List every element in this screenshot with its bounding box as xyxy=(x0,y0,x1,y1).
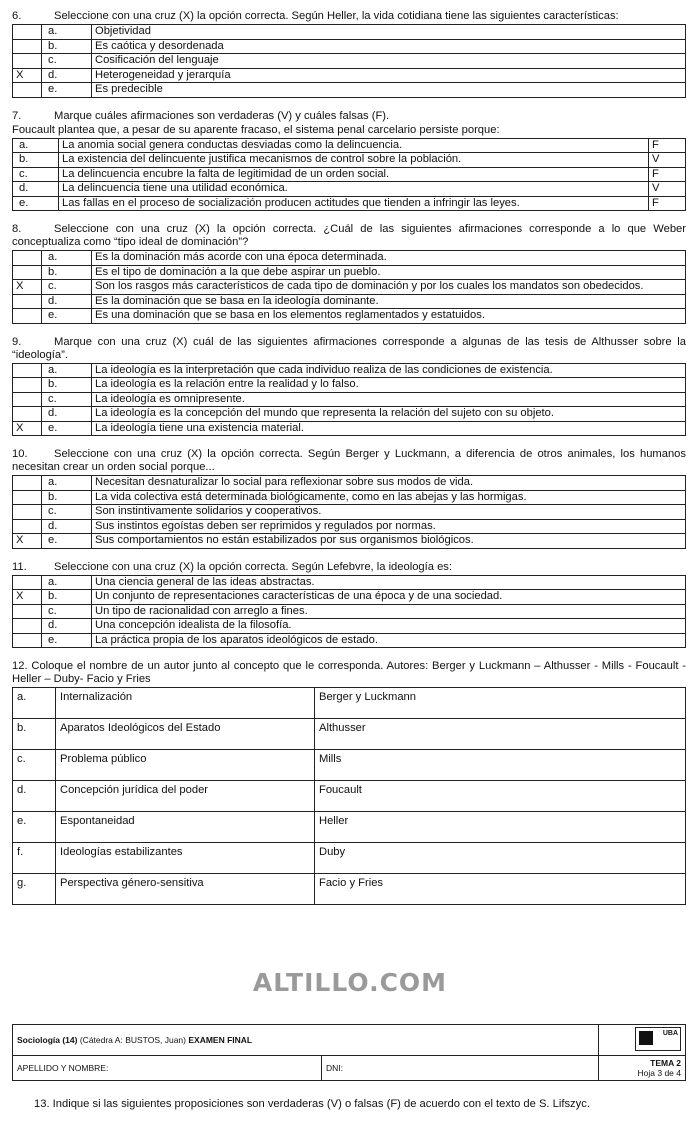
option-letter: c. xyxy=(42,54,92,69)
question-text: Seleccione con una cruz (X) la opción correcta. ¿Cuál de las siguientes afirmaciones corresponde a lo que Weber conceptualiza como “tipo ideal de dominación”? xyxy=(12,223,686,248)
chair-name: (Cátedra A: BUSTOS, Juan) xyxy=(79,1035,186,1045)
options-table xyxy=(12,250,686,324)
option-letter: c. xyxy=(42,280,92,295)
authors-table xyxy=(12,687,686,905)
option-letter: a. xyxy=(42,476,92,491)
author-concept-row xyxy=(13,688,686,719)
option-row xyxy=(13,407,686,422)
answer-mark-cell[interactable] xyxy=(13,407,42,422)
option-text: La ideología es la concepción del mundo que representa la relación del sujeto con su objeto. xyxy=(92,407,686,422)
question-prompt: 6. Seleccione con una cruz (X) la opción correcta. Según Heller, la vida cotidiana tiene las siguientes características: xyxy=(12,10,619,22)
question-8 xyxy=(12,223,686,324)
answer-mark-cell[interactable]: X xyxy=(13,534,42,549)
option-row xyxy=(13,519,686,534)
option-letter: e. xyxy=(42,633,92,648)
option-row xyxy=(13,265,686,280)
answer-mark-cell[interactable] xyxy=(13,378,42,393)
option-text: Son instintivamente solidarios y cooperativos. xyxy=(92,505,686,520)
statement-row xyxy=(13,153,686,168)
tema-label: TEMA 2 xyxy=(650,1058,681,1068)
option-text: Es la dominación más acorde con una época determinada. xyxy=(92,251,686,266)
subject-name: Sociología (14) xyxy=(17,1035,78,1045)
answer-mark-cell[interactable] xyxy=(13,604,42,619)
question-11 xyxy=(12,561,686,649)
question-number: 11. xyxy=(12,560,27,573)
question-subprompt: Foucault plantea que, a pesar de su aparente fracaso, el sistema penal carcelario persiste porque: xyxy=(12,123,500,136)
statement-row xyxy=(13,182,686,197)
question-13-prompt: 13. Indique si las siguientes proposiciones son verdaderas (V) o falsas (F) de acuerdo con el texto de S. Lifszyc. xyxy=(34,1098,590,1110)
option-row xyxy=(13,505,686,520)
question-7 xyxy=(12,110,686,212)
statement-letter: c. xyxy=(13,167,59,182)
option-row xyxy=(13,604,686,619)
question-text: Marque con una cruz (X) cuál de las siguientes afirmaciones corresponde a algunas de las tesis de Althusser sobre la “ideología”. xyxy=(12,335,686,361)
statement-text: La delincuencia encubre la falta de legitimidad de un orden social. xyxy=(59,167,649,182)
option-row xyxy=(13,421,686,436)
tema-cell xyxy=(599,1056,686,1081)
statement-text: La existencia del delincuente justifica mecanismos de control sobre la población. xyxy=(59,153,649,168)
option-row xyxy=(13,534,686,549)
row-letter: c. xyxy=(13,750,56,781)
option-letter: b. xyxy=(42,590,92,605)
concept-cell: Aparatos Ideológicos del Estado xyxy=(56,719,315,750)
option-text: Sus comportamientos no están estabilizados por sus organismos biológicos. xyxy=(92,534,686,549)
statement-text: La delincuencia tiene una utilidad económica. xyxy=(59,182,649,197)
true-false-table xyxy=(12,138,686,212)
author-answer-cell[interactable]: Berger y Luckmann xyxy=(315,688,686,719)
option-row xyxy=(13,294,686,309)
statement-text: La anomia social genera conductas desviadas como la delincuencia. xyxy=(59,138,649,153)
option-row xyxy=(13,68,686,83)
answer-mark-cell[interactable]: X xyxy=(13,280,42,295)
option-row xyxy=(13,83,686,98)
statement-letter: d. xyxy=(13,182,59,197)
answer-mark-cell[interactable]: X xyxy=(13,590,42,605)
option-letter: e. xyxy=(42,534,92,549)
author-answer-cell[interactable]: Mills xyxy=(315,750,686,781)
option-letter: e. xyxy=(42,421,92,436)
question-prompt: 7. Marque cuáles afirmaciones son verdaderas (V) y cuáles falsas (F). xyxy=(12,109,390,122)
true-false-answer-cell[interactable]: V xyxy=(649,153,686,168)
page-number: Hoja 3 de 4 xyxy=(637,1068,681,1078)
statement-letter: a. xyxy=(13,138,59,153)
answer-mark-cell[interactable] xyxy=(13,392,42,407)
option-text: La ideología tiene una existencia material. xyxy=(92,421,686,436)
option-row xyxy=(13,490,686,505)
option-text: La ideología es la interpretación que cada individuo realiza de las condiciones de existencia. xyxy=(92,363,686,378)
option-text: Son los rasgos más característicos de cada tipo de dominación y por los cuales los mandatos son obedecidos. xyxy=(92,280,686,295)
options-table xyxy=(12,24,686,98)
footer-subject-cell xyxy=(13,1025,599,1056)
option-letter: a. xyxy=(42,575,92,590)
exam-footer xyxy=(12,1024,686,1081)
author-concept-row xyxy=(13,750,686,781)
author-answer-cell[interactable]: Althusser xyxy=(315,719,686,750)
option-letter: e. xyxy=(42,309,92,324)
author-answer-cell[interactable]: Foucault xyxy=(315,781,686,812)
options-table xyxy=(12,475,686,549)
option-letter: c. xyxy=(42,604,92,619)
option-letter: d. xyxy=(42,68,92,83)
option-letter: a. xyxy=(42,363,92,378)
watermark: ALTILLO.COM xyxy=(252,968,448,997)
option-text: La vida colectiva está determinada biológicamente, como en las abejas y las hormigas. xyxy=(92,490,686,505)
option-row xyxy=(13,280,686,295)
options-table xyxy=(12,363,686,437)
name-field[interactable] xyxy=(13,1056,322,1081)
option-row xyxy=(13,378,686,393)
logo-text: UBA xyxy=(662,1030,678,1037)
answer-mark-cell[interactable]: X xyxy=(13,421,42,436)
question-number: 7. xyxy=(12,109,22,122)
question-prompt xyxy=(12,561,686,574)
option-letter: b. xyxy=(42,39,92,54)
author-answer-cell[interactable]: Duby xyxy=(315,843,686,874)
concept-cell: Concepción jurídica del poder xyxy=(56,781,315,812)
uba-logo xyxy=(635,1027,681,1051)
option-text: Una ciencia general de las ideas abstractas. xyxy=(92,575,686,590)
answer-mark-cell[interactable] xyxy=(13,39,42,54)
option-letter: a. xyxy=(42,251,92,266)
option-row xyxy=(13,590,686,605)
option-letter: a. xyxy=(42,25,92,40)
option-text: Es caótica y desordenada xyxy=(92,39,686,54)
statement-text: Las fallas en el proceso de socialización producen actitudes que tienden a infringir las leyes. xyxy=(59,196,649,211)
option-letter: d. xyxy=(42,519,92,534)
question-prompt: 12. Coloque el nombre de un autor junto al concepto que le corresponda. Autores: Berger y Luckmann – Althusser - Mills - Foucault - Heller – Duby- Facio y Fries xyxy=(12,660,686,685)
option-letter: d. xyxy=(42,294,92,309)
option-text: La ideología es la relación entre la realidad y lo falso. xyxy=(92,378,686,393)
option-letter: c. xyxy=(42,392,92,407)
concept-cell: Problema público xyxy=(56,750,315,781)
option-text: Es una dominación que se basa en los elementos reglamentados y estatuidos. xyxy=(92,309,686,324)
statement-row xyxy=(13,167,686,182)
option-letter: b. xyxy=(42,378,92,393)
exam-page xyxy=(12,10,686,917)
option-row xyxy=(13,54,686,69)
options-table xyxy=(12,575,686,649)
row-letter: b. xyxy=(13,719,56,750)
option-text: La práctica propia de los aparatos ideológicos de estado. xyxy=(92,633,686,648)
concept-cell: Perspectiva género-sensitiva xyxy=(56,874,315,905)
option-row xyxy=(13,392,686,407)
question-text: Seleccione con una cruz (X) la opción correcta. Según Berger y Luckmann, a diferencia de otros animales, los humanos necesitan crear un orden social porque... xyxy=(12,448,686,473)
true-false-answer-cell[interactable]: F xyxy=(649,138,686,153)
exam-type: EXAMEN FINAL xyxy=(188,1035,253,1045)
author-concept-row xyxy=(13,781,686,812)
name-label: APELLIDO Y NOMBRE: xyxy=(17,1063,109,1073)
answer-mark-cell[interactable] xyxy=(13,363,42,378)
option-row xyxy=(13,363,686,378)
option-text: Una concepción idealista de la filosofía. xyxy=(92,619,686,634)
option-text: Cosificación del lenguaje xyxy=(92,54,686,69)
author-concept-row xyxy=(13,719,686,750)
question-6 xyxy=(12,10,686,98)
row-letter: g. xyxy=(13,874,56,905)
answer-mark-cell[interactable] xyxy=(13,265,42,280)
answer-mark-cell[interactable] xyxy=(13,633,42,648)
question-number: 6. xyxy=(12,10,22,22)
statement-row xyxy=(13,138,686,153)
statement-letter: b. xyxy=(13,153,59,168)
true-false-answer-cell[interactable]: F xyxy=(649,196,686,211)
concept-cell: Ideologías estabilizantes xyxy=(56,843,315,874)
answer-mark-cell[interactable] xyxy=(13,490,42,505)
option-text: Un tipo de racionalidad con arreglo a fines. xyxy=(92,604,686,619)
option-row xyxy=(13,575,686,590)
statement-row xyxy=(13,196,686,211)
author-answer-cell[interactable]: Facio y Fries xyxy=(315,874,686,905)
option-letter: b. xyxy=(42,265,92,280)
option-row xyxy=(13,251,686,266)
answer-mark-cell[interactable] xyxy=(13,294,42,309)
option-letter: d. xyxy=(42,619,92,634)
option-row xyxy=(13,619,686,634)
answer-mark-cell[interactable] xyxy=(13,519,42,534)
answer-mark-cell[interactable] xyxy=(13,54,42,69)
answer-mark-cell[interactable] xyxy=(13,619,42,634)
answer-mark-cell[interactable] xyxy=(13,476,42,491)
question-10 xyxy=(12,448,686,549)
option-text: Necesitan desnaturalizar lo social para reflexionar sobre sus modos de vida. xyxy=(92,476,686,491)
row-letter: f. xyxy=(13,843,56,874)
row-letter: e. xyxy=(13,812,56,843)
answer-mark-cell[interactable] xyxy=(13,505,42,520)
option-row xyxy=(13,476,686,491)
answer-mark-cell[interactable] xyxy=(13,309,42,324)
answer-mark-cell[interactable] xyxy=(13,575,42,590)
question-number: 10. xyxy=(12,448,28,460)
option-letter: b. xyxy=(42,490,92,505)
option-text: Es el tipo de dominación a la que debe aspirar un pueblo. xyxy=(92,265,686,280)
question-9 xyxy=(12,336,686,437)
option-text: Sus instintos egoístas deben ser reprimidos y regulados por normas. xyxy=(92,519,686,534)
option-text: Objetividad xyxy=(92,25,686,40)
question-prompt xyxy=(12,336,686,362)
true-false-answer-cell[interactable]: F xyxy=(649,167,686,182)
option-text: La ideología es omnipresente. xyxy=(92,392,686,407)
author-concept-row xyxy=(13,874,686,905)
dni-label: DNI: xyxy=(326,1063,343,1073)
option-letter: c. xyxy=(42,505,92,520)
question-prompt xyxy=(12,223,686,249)
option-letter: d. xyxy=(42,407,92,422)
option-row xyxy=(13,39,686,54)
statement-letter: e. xyxy=(13,196,59,211)
footer-logo-cell xyxy=(599,1025,686,1056)
true-false-answer-cell[interactable]: V xyxy=(649,182,686,197)
answer-mark-cell[interactable] xyxy=(13,83,42,98)
author-concept-row xyxy=(13,843,686,874)
question-12 xyxy=(12,660,686,905)
answer-mark-cell[interactable] xyxy=(13,251,42,266)
dni-field[interactable] xyxy=(322,1056,599,1081)
row-letter: d. xyxy=(13,781,56,812)
answer-mark-cell[interactable]: X xyxy=(13,68,42,83)
option-row xyxy=(13,633,686,648)
row-letter: a. xyxy=(13,688,56,719)
option-text: Heterogeneidad y jerarquía xyxy=(92,68,686,83)
question-number: 8. xyxy=(12,223,22,235)
author-concept-row xyxy=(13,812,686,843)
question-text: Seleccione con una cruz (X) la opción correcta. Según Lefebvre, la ideología es: xyxy=(54,560,453,573)
option-text: Es predecible xyxy=(92,83,686,98)
author-answer-cell[interactable]: Heller xyxy=(315,812,686,843)
concept-cell: Espontaneidad xyxy=(56,812,315,843)
option-text: Un conjunto de representaciones características de una época y de una sociedad. xyxy=(92,590,686,605)
option-text: Es la dominación que se basa en la ideología dominante. xyxy=(92,294,686,309)
option-letter: e. xyxy=(42,83,92,98)
logo-mark xyxy=(639,1031,653,1045)
question-prompt xyxy=(12,448,686,474)
concept-cell: Internalización xyxy=(56,688,315,719)
option-row xyxy=(13,25,686,40)
answer-mark-cell[interactable] xyxy=(13,25,42,40)
option-row xyxy=(13,309,686,324)
question-number: 9. xyxy=(12,335,22,348)
